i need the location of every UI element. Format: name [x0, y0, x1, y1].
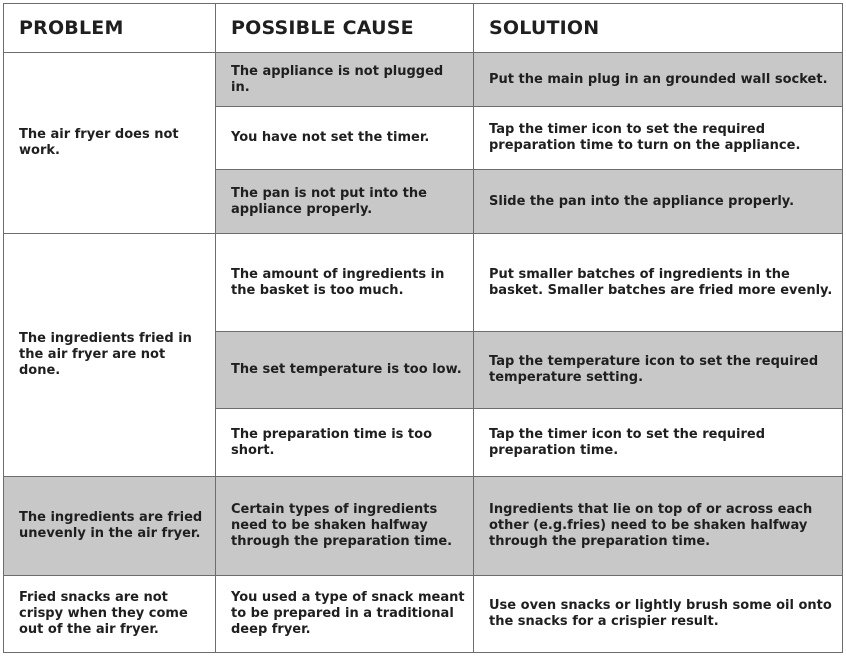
table-row	[4, 53, 843, 107]
solution-cell: Put smaller batches of ingredients in the basket. Smaller batches are fried more evenly.	[474, 234, 843, 332]
cause-cell: Certain types of ingredients need to be shaken halfway through the preparation time.	[216, 477, 474, 576]
solution-cell: Tap the timer icon to set the required preparation time to turn on the appliance.	[474, 107, 843, 170]
troubleshooting-table	[3, 3, 843, 653]
solution-cell: Tap the timer icon to set the required preparation time.	[474, 409, 843, 477]
problem-cell: The ingredients are fried unevenly in the air fryer.	[4, 477, 216, 576]
table-row	[4, 477, 843, 576]
header-problem: PROBLEM	[4, 4, 216, 53]
header-row	[4, 4, 843, 53]
problem-cell: The ingredients fried in the air fryer are not done.	[4, 234, 216, 477]
solution-cell: Slide the pan into the appliance properly.	[474, 170, 843, 234]
problem-cell: The air fryer does not work.	[4, 53, 216, 234]
cause-cell: The appliance is not plugged in.	[216, 53, 474, 107]
problem-cell: Fried snacks are not crispy when they come out of the air fryer.	[4, 576, 216, 653]
table-row	[4, 234, 843, 332]
solution-cell: Ingredients that lie on top of or across each other (e.g.fries) need to be shaken halfway through the preparation time.	[474, 477, 843, 576]
cause-cell: You used a type of snack meant to be prepared in a traditional deep fryer.	[216, 576, 474, 653]
table-row	[4, 576, 843, 653]
solution-cell: Put the main plug in an grounded wall socket.	[474, 53, 843, 107]
cause-cell: The pan is not put into the appliance properly.	[216, 170, 474, 234]
cause-cell: You have not set the timer.	[216, 107, 474, 170]
cause-cell: The amount of ingredients in the basket is too much.	[216, 234, 474, 332]
cause-cell: The set temperature is too low.	[216, 332, 474, 409]
header-solution: SOLUTION	[474, 4, 843, 53]
solution-cell: Use oven snacks or lightly brush some oil onto the snacks for a crispier result.	[474, 576, 843, 653]
header-possible-cause: POSSIBLE CAUSE	[216, 4, 474, 53]
cause-cell: The preparation time is too short.	[216, 409, 474, 477]
solution-cell: Tap the temperature icon to set the required temperature setting.	[474, 332, 843, 409]
